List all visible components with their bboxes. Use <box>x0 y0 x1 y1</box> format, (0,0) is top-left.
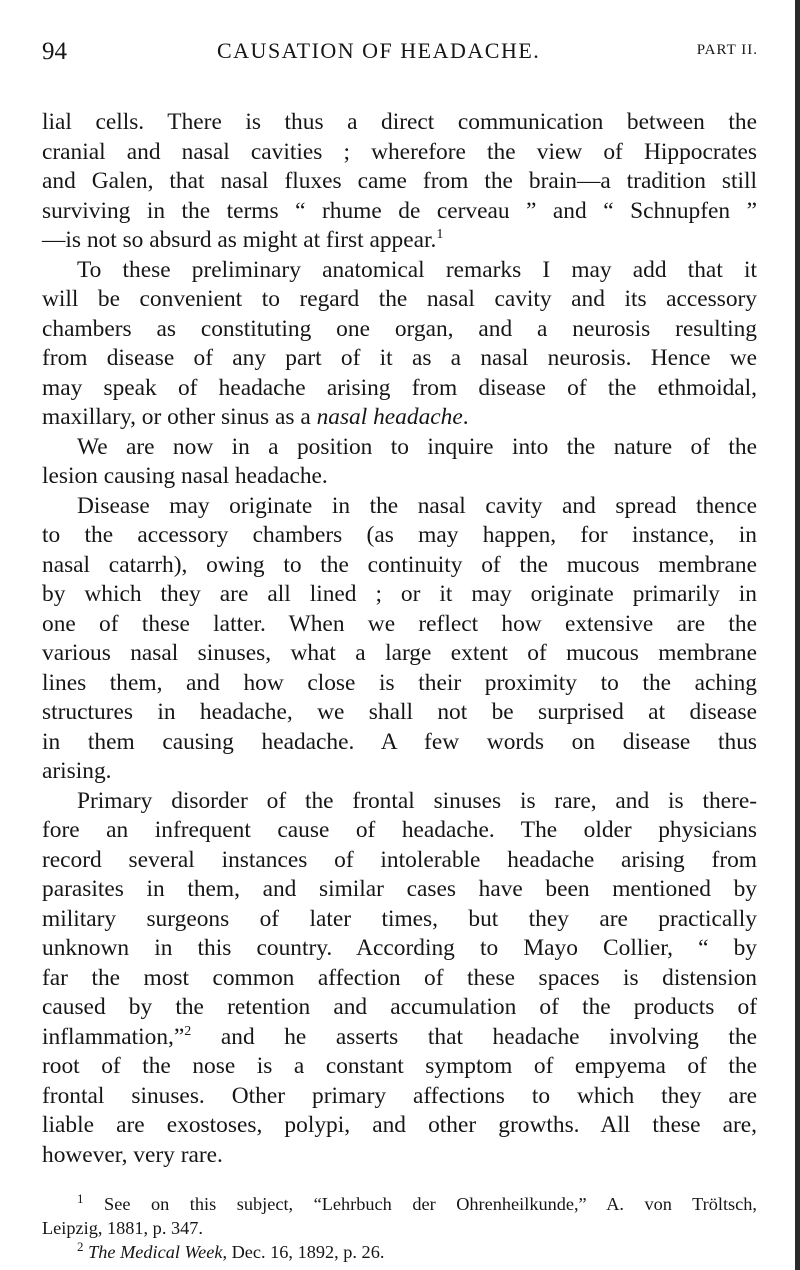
text-line <box>42 462 757 492</box>
text-line-content: by which they are all lined ; or it may originate primarily in <box>42 581 757 607</box>
text-line-content: parasites in them, and similar cases have been mentioned by <box>42 876 757 902</box>
text-line <box>42 787 757 817</box>
footnote-1-mark: 1 <box>77 1190 84 1206</box>
text-line <box>42 757 757 787</box>
text-line <box>42 728 757 758</box>
text-line <box>42 610 757 640</box>
text-line-continuation: and he asserts that headache involving the <box>191 1023 757 1050</box>
text-line-content: We are now in a position to inquire into the nature of the <box>77 433 757 460</box>
text-line-content: however, very rare. <box>42 1141 223 1168</box>
text-line-content: Primary disorder of the frontal sinuses is rare, and is there- <box>77 787 757 814</box>
text-line-content: from disease of any part of it as a nasal neurosis. Hence we <box>42 345 757 371</box>
text-line <box>42 138 757 168</box>
text-line-content: various nasal sinuses, what a large extent of mucous membrane <box>42 640 757 666</box>
text-line-content: frontal sinuses. Other primary affections to which they are <box>42 1082 757 1109</box>
text-line <box>42 403 757 433</box>
text-line-content: caused by the retention and accumulation of the products of <box>42 994 757 1020</box>
text-line-content: fore an infrequent cause of headache. The older physicians <box>42 817 757 843</box>
text-line-content: will be convenient to regard the nasal cavity and its accessory <box>42 286 757 312</box>
text-line <box>42 108 757 138</box>
text-line-content: military surgeons of later times, but they are practically <box>42 905 757 932</box>
text-line-content: to the accessory chambers (as may happen, for instance, in <box>42 522 757 548</box>
text-line <box>42 1052 757 1082</box>
footnote-2 <box>42 1240 757 1264</box>
text-line-continuation: . <box>462 404 469 430</box>
page-number: 94 <box>42 38 67 65</box>
body-text <box>42 108 757 1170</box>
text-line <box>42 1023 757 1053</box>
text-line <box>42 875 757 905</box>
text-line <box>42 374 757 404</box>
running-title: CAUSATION OF HEADACHE. <box>217 38 541 63</box>
italic-term: nasal headache <box>316 404 463 430</box>
text-line <box>42 256 757 286</box>
text-line <box>42 698 757 728</box>
footnote-2-journal: The Medical Week <box>88 1242 223 1262</box>
text-line-content: record several instances of intolerable headache arising from <box>42 846 757 873</box>
text-line-content: —is not so absurd as might at first appear. <box>42 227 437 253</box>
footnote-reference: 1 <box>436 227 444 243</box>
text-line-content: nasal catarrh), owing to the continuity of the mucous membrane <box>42 551 757 578</box>
text-line-content: arising. <box>42 758 112 784</box>
footnote-2-mark: 2 <box>77 1238 84 1254</box>
text-line-content: Disease may originate in the nasal cavity and spread thence <box>77 492 757 519</box>
text-line <box>42 1141 757 1171</box>
text-line <box>42 669 757 699</box>
text-line <box>42 521 757 551</box>
footnotes <box>42 1192 757 1264</box>
text-line <box>42 197 757 227</box>
footnote-1-text: See on this subject, “Lehrbuch der Ohrenheilkunde,” A. von Tröltsch, <box>104 1194 757 1214</box>
text-line-content: and Galen, that nasal fluxes came from the brain—a tradition still <box>42 168 757 194</box>
text-line <box>42 226 757 256</box>
text-line-content: chambers as constituting one organ, and a neurosis resulting <box>42 315 757 342</box>
footnote-1-continuation: Leipzig, 1881, p. 347. <box>42 1218 203 1238</box>
text-line <box>42 964 757 994</box>
text-line <box>42 905 757 935</box>
text-line <box>42 551 757 581</box>
text-line <box>42 492 757 522</box>
part-label: PART II. <box>696 42 758 58</box>
text-line <box>42 315 757 345</box>
text-line-content: unknown in this country. According to Mayo Collier, “ by <box>42 935 757 961</box>
text-line <box>42 639 757 669</box>
text-line-content: lial cells. There is thus a direct communication between the <box>42 109 757 135</box>
text-line-content: To these preliminary anatomical remarks I may add that it <box>77 256 757 283</box>
text-line <box>42 285 757 315</box>
page-header <box>42 30 758 70</box>
text-line-content: maxillary, or other sinus as a <box>42 404 317 430</box>
text-line-content: liable are exostoses, polypi, and other growths. All these are, <box>42 1112 757 1138</box>
text-line <box>42 934 757 964</box>
text-line-content: far the most common affection of these spaces is distension <box>42 964 757 991</box>
text-line-content: lines them, and how close is their proximity to the aching <box>42 669 757 696</box>
text-line-content: structures in headache, we shall not be surprised at disease <box>42 699 757 725</box>
text-line <box>42 433 757 463</box>
text-line <box>42 993 757 1023</box>
text-line-content: one of these latter. When we reflect how extensive are the <box>42 610 757 637</box>
text-line-content: lesion causing nasal headache. <box>42 463 328 489</box>
text-line <box>42 344 757 374</box>
text-line-content: inflammation,” <box>42 1023 185 1050</box>
text-line <box>42 816 757 846</box>
text-line <box>42 846 757 876</box>
text-line-content: may speak of headache arising from disease of the ethmoidal, <box>42 374 757 401</box>
text-line-content: surviving in the terms “ rhume de cerveau ” and “ Schnupfen ” <box>42 197 757 224</box>
footnote-2-text: , Dec. 16, 1892, p. 26. <box>222 1242 385 1262</box>
text-line <box>42 1082 757 1112</box>
text-line-content: in them causing headache. A few words on disease thus <box>42 728 757 755</box>
footnote-1 <box>42 1192 757 1216</box>
text-line <box>42 580 757 610</box>
text-line-content: cranial and nasal cavities ; wherefore the view of Hippocrates <box>42 138 757 165</box>
text-line <box>42 167 757 197</box>
text-line-content: root of the nose is a constant symptom of empyema of the <box>42 1053 757 1079</box>
text-line <box>42 1111 757 1141</box>
footnote-reference: 2 <box>184 1023 192 1039</box>
page-edge-shadow <box>795 0 800 1270</box>
